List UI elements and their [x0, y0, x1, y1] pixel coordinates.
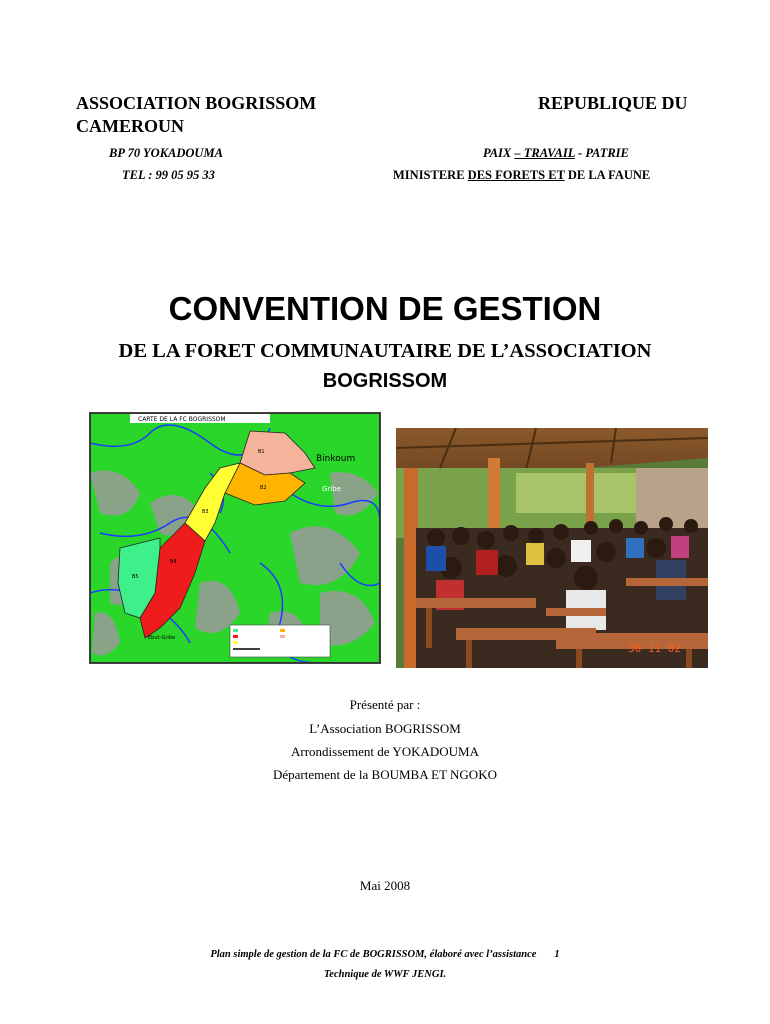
map-block-3: B3 — [202, 509, 209, 515]
presenter-association: L’Association BOGRISSOM — [309, 721, 461, 736]
republic-line2: CAMEROUN — [76, 116, 184, 136]
document-title: CONVENTION DE GESTION — [168, 290, 602, 327]
map-block-4: B4 — [170, 559, 177, 565]
document-date: Mai 2008 — [359, 878, 411, 893]
map-label-bottom: Ebut-Gribe — [148, 635, 176, 641]
map-caption: CARTE DE LA FC BOGRISSOM — [138, 416, 226, 423]
footer-line1: Plan simple de gestion de la FC de BOGRISSOM, élaboré avec l’assistance 1 — [210, 949, 560, 960]
photo-timestamp: 30 11 02 — [628, 642, 681, 655]
presented-by-label: Présenté par : — [349, 697, 421, 712]
document-subtitle: DE LA FORET COMMUNAUTAIRE DE L’ASSOCIATION — [118, 340, 652, 362]
forest-map-image — [89, 412, 381, 664]
footer-line2: Technique de WWF JENGI. — [323, 969, 447, 980]
map-label-gribe: Gribe — [322, 485, 341, 493]
map-block-1: B1 — [258, 449, 265, 455]
association-bp: BP 70 YOKADOUMA — [109, 146, 223, 160]
republic-line1: REPUBLIQUE DU — [538, 93, 688, 113]
map-block-2: B2 — [260, 485, 267, 491]
association-name: ASSOCIATION BOGRISSOM CAMEROUN — [76, 93, 317, 136]
national-motto: PAIX – TRAVAIL - PATRIE — [483, 146, 629, 160]
map-label-binkoum: Binkoum — [316, 454, 356, 464]
ministry-name: MINISTERE DES FORETS ET DE LA FAUNE — [393, 168, 651, 182]
document-subtitle-2: BOGRISSOM — [322, 370, 448, 392]
page-number: 1 — [554, 949, 560, 960]
association-tel: TEL : 99 05 95 33 — [122, 168, 215, 182]
map-block-5: B5 — [132, 574, 139, 580]
meeting-photo — [396, 428, 708, 668]
presenter-departement: Département de la BOUMBA ET NGOKO — [273, 767, 497, 782]
presenter-arrondissement: Arrondissement de YOKADOUMA — [291, 744, 479, 759]
